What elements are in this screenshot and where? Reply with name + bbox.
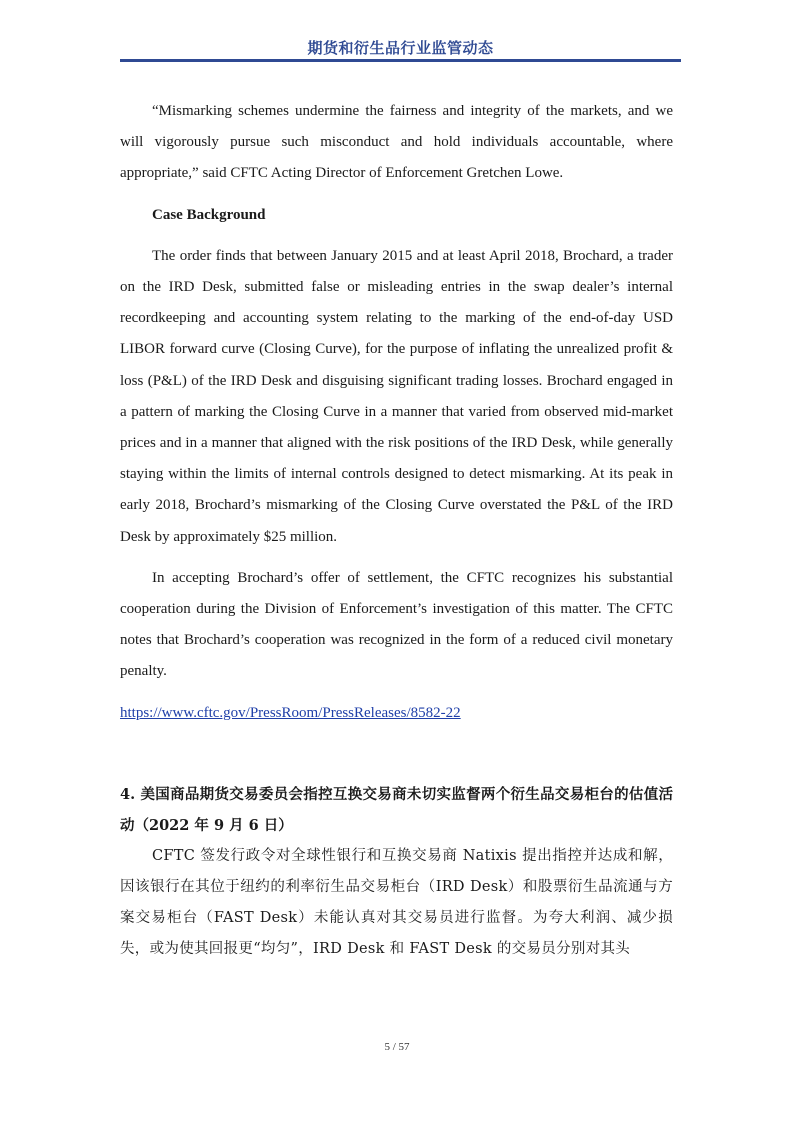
page-number: 5 / 57: [384, 1041, 410, 1053]
order-findings-paragraph: The order finds that between January 2015 and at least April 2018, Brochard, a trader on the IRD Desk, submitted false or misleading entries in the swap dealer’s internal recordkeeping and accounting system relating to the marking of the end-of-day USD LIBOR forward curve (Closing Curve), for the purpose of inflating the unrealized profit & loss (P&L) of the IRD Desk and disguising significant trading losses. Brochard engaged in a pattern of marking the Closing Curve in a manner that varied from observed mid-market prices and in a manner that aligned with the risk positions of the IRD Desk, while generally staying within the limits of internal controls designed to detect mismarking. At its peak in early 2018, Brochard’s mismarking of the Closing Curve overstated the P&L of the IRD Desk by approximately $25 million.: [120, 247, 673, 545]
press-release-link[interactable]: https://www.cftc.gov/PressRoom/PressReleases/8582-22: [120, 704, 461, 721]
header-title: 期货和衍生品行业监管动态: [307, 39, 494, 57]
document-body: [120, 96, 673, 965]
settlement-paragraph: In accepting Brochard’s offer of settlement, the CFTC recognizes his substantial cooperation during the Division of Enforcement’s investigation of this matter. The CFTC notes that Brochard’s cooperation was recognized in the form of a reduced civil monetary penalty.: [120, 569, 673, 680]
header-divider: [120, 59, 681, 62]
section-4-paragraph: CFTC 签发行政令对全球性银行和互换交易商 Natixis 提出指控并达成和解，因该银行在其位于纽约的利率衍生品交易柜台（IRD Desk）和股票衍生品流通与方案交易柜台（FAST Desk）未能认真对其交易员进行监督。为夸大利润、减少损失，或为使其回报更“均匀”，IRD Desk 和 FAST Desk 的交易员分别对其头: [120, 847, 673, 957]
source-link-line: [120, 698, 673, 729]
quote-paragraph: “Mismarking schemes undermine the fairness and integrity of the markets, and we will vigorously pursue such misconduct and hold individuals accountable, where appropriate,” said CFTC Acting Director of Enforcement Gretchen Lowe.: [120, 103, 673, 182]
case-background-heading: Case Background: [152, 206, 266, 223]
section-4-heading: 4. 美国商品期货交易委员会指控互换交易商未切实监督两个衍生品交易柜台的估值活动（2022 年 9 月 6 日）: [120, 785, 673, 834]
